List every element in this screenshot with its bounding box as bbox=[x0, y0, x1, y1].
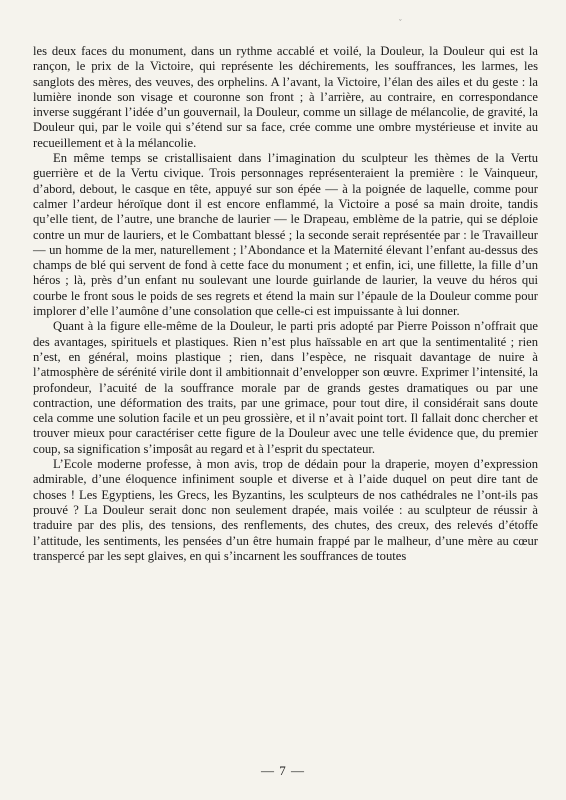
paragraph-3: Quant à la figure elle-même de la Douleur, le parti pris adopté par Pierre Poisson n’offrait que des avantages, spirituels et plastiques. Rien n’est plus haïssable en art que la sentimentalité ; rien n’est, en général, moins plastique ; rien, dans l’espèce, ne risquait davantage de nuire à l’atmosphère de sérénité virile dont il ambitionnait d’envelopper son œuvre. Exprimer l’intensité, la profondeur, l’acuité de la souffrance morale par de grands gestes dramatiques ou par une contraction, une déformation des traits, par une grimace, pour tout dire, il considérait sans doute cela comme une solution facile et un peu grossière, et il n’avait point tort. Il fallait donc chercher et trouver mieux pour caractériser cette figure de la Douleur avec une telle évidence que, du premier coup, sa signification s’imposât au regard et à l’esprit du spectateur. bbox=[33, 319, 538, 456]
paragraph-4: L’Ecole moderne professe, à mon avis, trop de dédain pour la draperie, moyen d’expression admirable, d’une éloquence infiniment souple et diverse et à l’aide duquel on peut dire tant de choses ! Les Egyptiens, les Grecs, les Byzantins, les sculpteurs de nos cathédrales ne l’ont-ils pas prouvé ? La Douleur serait donc non seulement drapée, mais voilée : au sculpteur de réussir à traduire par des plis, des tensions, des renflements, des chutes, des creux, des relevés d’étoffe l’attitude, les sentiments, les pensées d’un être humain frappé par le malheur, d’une mère au cœur transpercé par les sept glaives, en qui s’incarnent les souffrances de toutes bbox=[33, 457, 538, 563]
page-number: — 7 — bbox=[261, 763, 305, 778]
paragraph-2: En même temps se cristallisaient dans l’imagination du sculpteur les thèmes de la Vertu guerrière et de la Vertu civique. Trois personnages représenteraient la première : le Vainqueur, d’abord, debout, le casque en tête, appuyé sur son épée — à la poignée de laquelle, comme pour calmer l’ardeur héroïque dont il est encore enflammé, la Victoire a posé sa main droite, tandis qu’elle tient, de l’autre, une branche de laurier — le Drapeau, emblème de la patrie, qui se déploie contre un mur de lauriers, et le Combattant blessé ; la seconde serait représentée par : le Travailleur — un homme de la mer, naturellement ; l’Abondance et la Maternité élevant l’enfant au-dessus des champs de blé qui servent de fond à cette face du monument ; et enfin, ici, une fillette, la fille d’un héros ; là, près d’un enfant nu soulevant une lourde guirlande de laurier, la veuve du héros qui courbe le front sous le poids de ses regrets et étend la main sur l’épaule de la Douleur comme pour implorer d’elle l’aumône d’une consolation que celle-ci est impuissante à lui donner. bbox=[33, 151, 538, 319]
paragraph-1: les deux faces du monument, dans un rythme accablé et voilé, la Douleur, la Douleur qui est la rançon, le prix de la Victoire, qui représente les déchirements, les souffrances, les larmes, les sanglots des mères, des veuves, des orphelins. A l’avant, la Victoire, l’élan des ailes et du geste : la lumière inonde son visage et couronne son front ; à l’arrière, au contraire, en correspondance inverse suggérant l’idée d’un gouvernail, la Douleur, comme un sillage de mélancolie, de gravité, la Douleur qui, par le voile qui s’étend sur sa face, crée comme une ombre mystérieuse et invite au recueillement et à la mélancolie. bbox=[33, 44, 538, 150]
scan-mark: ˇ bbox=[399, 18, 402, 27]
body-text bbox=[33, 44, 538, 564]
